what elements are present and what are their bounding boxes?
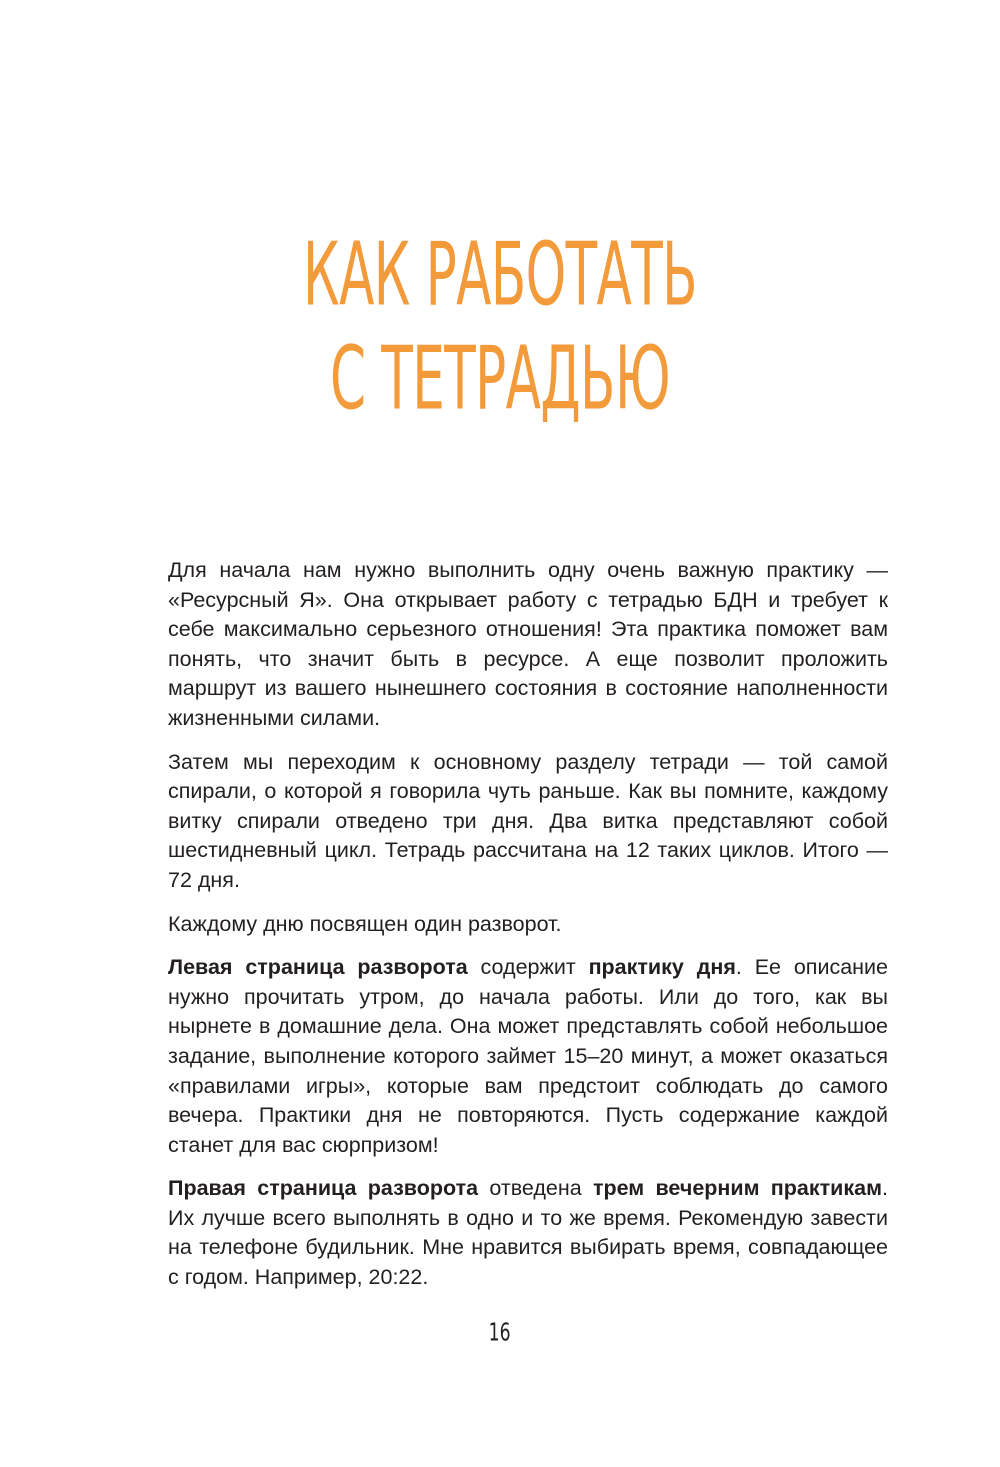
paragraph-right-page: [168, 1174, 888, 1292]
text-span: . Ее описание нужно прочитать утром, до начала работы. Или до того, как вы нырнете в домашние дела. Она может представлять собой небольшое задание, выполнение которого займет 15–20 минут, а может оказаться «правилами игры», которые вам предстоит соблюдать до самого вечера. Практики дня не повторяются. Пусть содержание каждой станет для вас сюрпризом!: [168, 955, 888, 1157]
page-number-value: 16: [489, 1318, 511, 1348]
text-span: . Их лучше всего выполнять в одно и то же время. Рекомендую завести на телефоне будильник. Мне нравится выбирать время, совпадающее с годом. Например, 20:22.: [168, 1176, 888, 1290]
title-line-2: С ТЕТРАДЬЮ: [330, 328, 670, 431]
paragraph-spread: Каждому дню посвящен один разворот.: [168, 911, 562, 936]
page-number: [0, 1320, 1000, 1346]
paragraph-intro: Для начала нам нужно выполнить одну очень важную практику — «Ресурсный Я». Она открывает работу с тетрадью БДН и требует к себе максимально серьезного отношения! Эта практика поможет вам понять, что значит быть в ресурсе. А еще позволит проложить маршрут из вашего нынешнего состояния в состояние наполненности жизненными силами.: [168, 558, 888, 730]
title-line-1: КАК РАБОТАТЬ: [303, 224, 697, 327]
page-title: [0, 222, 1000, 430]
text-span: содержит: [467, 955, 589, 980]
bold-day-practice: практику дня: [588, 955, 736, 980]
paragraph-left-page: [168, 953, 888, 1160]
bold-left-page: Левая страница разворота: [168, 955, 468, 980]
bold-evening-practices: трем вечерним практикам: [592, 1176, 883, 1201]
body-text: [168, 556, 888, 1307]
bold-right-page: Правая страница разворота: [168, 1176, 479, 1201]
text-span: отведена: [478, 1176, 593, 1201]
paragraph-spiral: Затем мы переходим к основному разделу тетради — той самой спирали, о которой я говорила чуть раньше. Как вы помните, каждому витку спирали отведено три дня. Два витка представляют собой шестидневный цикл. Тетрадь рассчитана на 12 таких циклов. Итого — 72 дня.: [168, 749, 888, 892]
